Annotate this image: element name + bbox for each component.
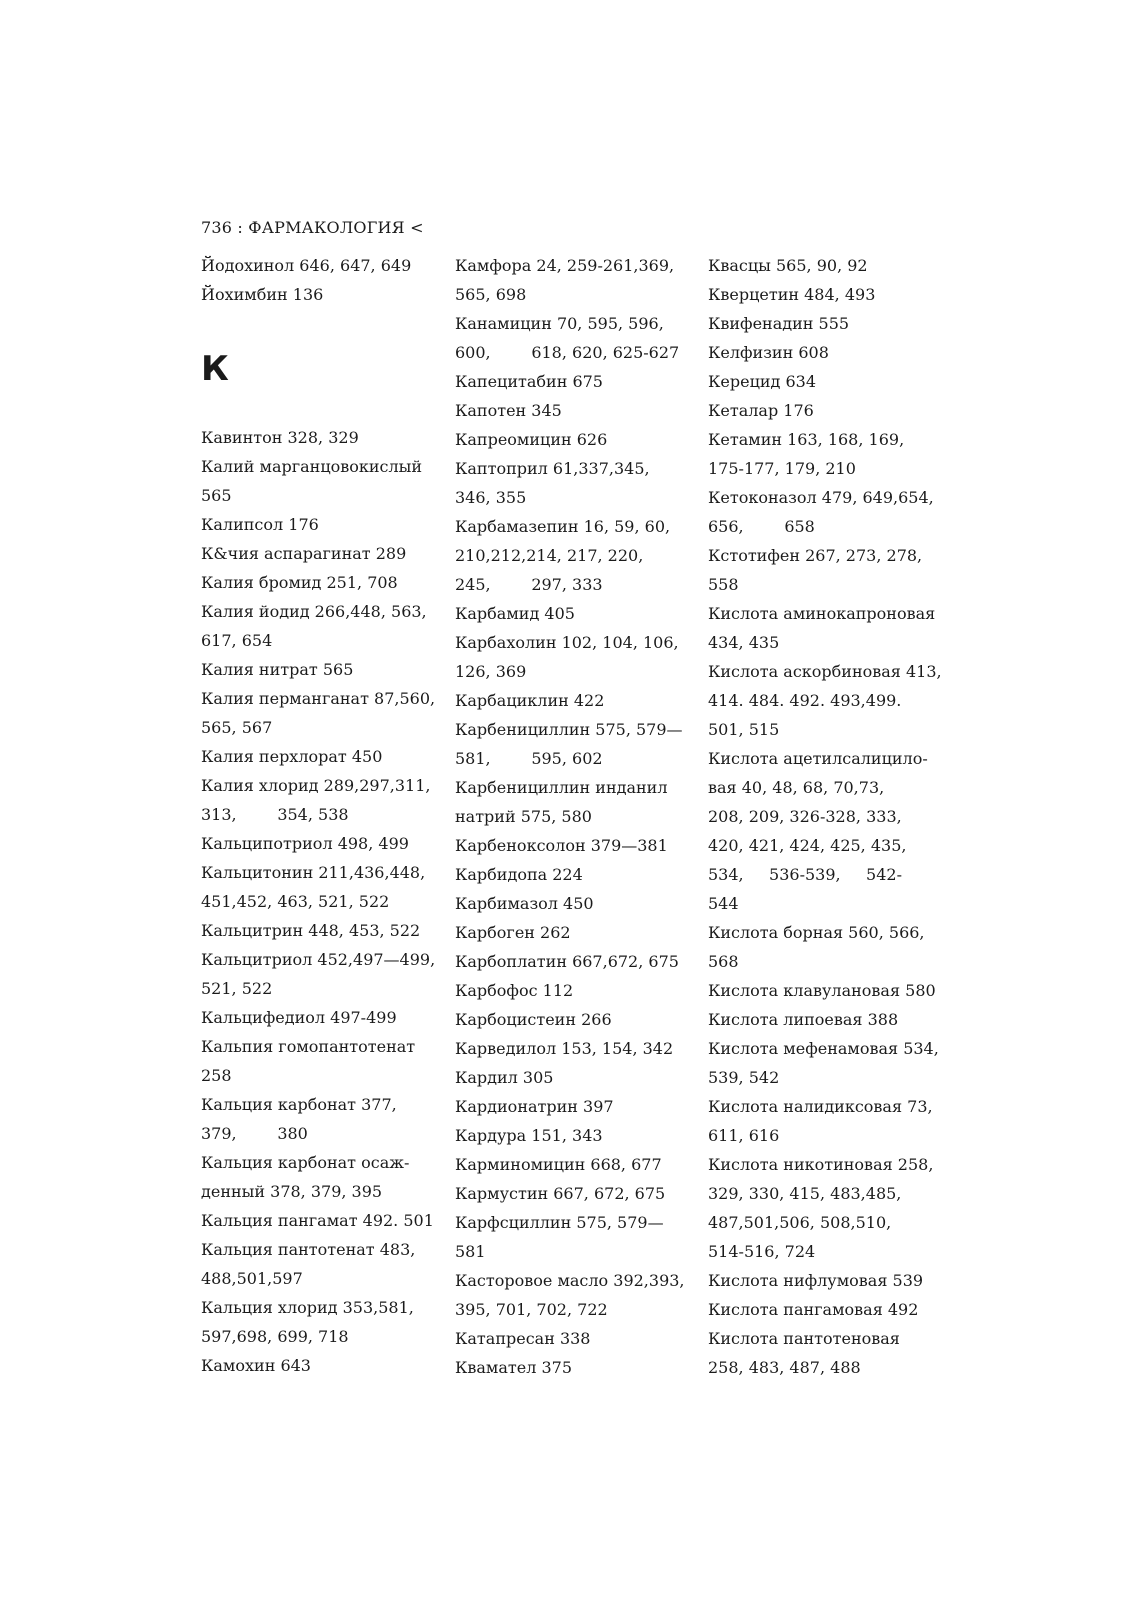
index-entry-line: 451,452, 463, 521, 522 xyxy=(201,892,390,911)
index-entry-line: 617, 654 xyxy=(201,631,273,650)
index-entry-line: Кстотифен 267, 273, 278, xyxy=(708,546,923,565)
index-entry xyxy=(455,947,693,976)
index-entry-line: 514-516, 724 xyxy=(708,1242,816,1261)
index-entry-line: 329, 330, 415, 483,485, xyxy=(708,1184,902,1203)
running-head: 736 : ФАРМАКОЛОГИЯ < xyxy=(201,218,424,237)
index-entry-line: Келфизин 608 xyxy=(708,343,829,362)
index-entry xyxy=(201,829,439,858)
index-entry-line: Калия йодид 266,448, 563, xyxy=(201,602,427,621)
index-entry-line: 414. 484. 492. 493,499. xyxy=(708,691,902,710)
index-entry-line: Калия перманганат 87,560, xyxy=(201,689,436,708)
index-entry xyxy=(455,715,693,773)
index-entry-line: 346, 355 xyxy=(455,488,527,507)
index-entry xyxy=(201,684,439,742)
index-entry xyxy=(201,858,439,916)
index-entry-line: 245, 297, 333 xyxy=(455,575,603,594)
index-entry xyxy=(201,280,439,309)
index-entry-line: Карбофос 112 xyxy=(455,981,574,1000)
index-entry-line: 565, 567 xyxy=(201,718,273,737)
index-entry-line: Кетоконазол 479, 649,654, xyxy=(708,488,934,507)
index-entry-line: Калия хлорид 289,297,311, xyxy=(201,776,431,795)
index-entry-line: Карбеноксолон 379—381 xyxy=(455,836,668,855)
index-entry xyxy=(455,396,693,425)
index-entry-line: Кальцитрин 448, 453, 522 xyxy=(201,921,421,940)
index-entry-line: 126, 369 xyxy=(455,662,527,681)
index-entry-line: Кальципотриол 498, 499 xyxy=(201,834,409,853)
index-entry-line: Калия нитрат 565 xyxy=(201,660,354,679)
index-entry-line: 568 xyxy=(708,952,739,971)
index-entry-line: Кардил 305 xyxy=(455,1068,554,1087)
index-entry-line: Квифенадин 555 xyxy=(708,314,850,333)
index-entry xyxy=(708,541,946,599)
index-entry-line: Карбенициллин 575, 579— xyxy=(455,720,683,739)
index-entry xyxy=(455,976,693,1005)
index-entry-line: Карведилол 153, 154, 342 xyxy=(455,1039,674,1058)
index-entry xyxy=(201,423,439,452)
index-entry-line: Карбамазепин 16, 59, 60, xyxy=(455,517,671,536)
index-entry-line: Капотен 345 xyxy=(455,401,562,420)
index-entry-line: 434, 435 xyxy=(708,633,780,652)
index-entry xyxy=(201,510,439,539)
index-entry xyxy=(201,568,439,597)
index-entry xyxy=(201,742,439,771)
index-entry-line: Карбоплатин 667,672, 675 xyxy=(455,952,679,971)
index-entry-line: 208, 209, 326-328, 333, xyxy=(708,807,902,826)
index-entry xyxy=(708,483,946,541)
index-entry-line: Калия бромид 251, 708 xyxy=(201,573,398,592)
index-entry-line: Камфора 24, 259-261,369, xyxy=(455,256,675,275)
index-entry xyxy=(708,1034,946,1092)
index-entry-line: денный 378, 379, 395 xyxy=(201,1182,383,1201)
index-entry-line: 395, 701, 702, 722 xyxy=(455,1300,608,1319)
index-entry-line: 597,698, 699, 718 xyxy=(201,1327,349,1346)
index-entry-line: Кальцитонин 211,436,448, xyxy=(201,863,426,882)
index-entry xyxy=(708,918,946,976)
index-entry xyxy=(455,599,693,628)
index-entry-line: Карфсциллин 575, 579— xyxy=(455,1213,664,1232)
index-entry xyxy=(708,1150,946,1266)
index-entry xyxy=(708,599,946,657)
index-entry xyxy=(201,1090,439,1148)
index-entry-line: 258, 483, 487, 488 xyxy=(708,1358,861,1377)
index-entry-line: 565, 698 xyxy=(455,285,527,304)
index-entry-line: Кетамин 163, 168, 169, xyxy=(708,430,905,449)
index-entry-line: 611, 616 xyxy=(708,1126,780,1145)
index-entry xyxy=(708,425,946,483)
index-entry xyxy=(201,771,439,829)
index-entry-line: 544 xyxy=(708,894,739,913)
index-entry xyxy=(455,889,693,918)
index-entry xyxy=(455,773,693,831)
index-entry-line: Кислота налидиксовая 73, xyxy=(708,1097,933,1116)
index-entry-line: Квасцы 565, 90, 92 xyxy=(708,256,868,275)
index-entry xyxy=(708,657,946,744)
index-entry-line: Карбенициллин инданил xyxy=(455,778,668,797)
index-entry-line: Капреомицин 626 xyxy=(455,430,608,449)
index-entry xyxy=(201,251,439,280)
index-entry xyxy=(455,831,693,860)
index-entry xyxy=(455,686,693,715)
index-entry-line: 420, 421, 424, 425, 435, xyxy=(708,836,907,855)
index-entry-line: 488,501,597 xyxy=(201,1269,303,1288)
index-entry-line: Кальпия гомопантотенат xyxy=(201,1037,416,1056)
index-entry-line: Кислота ацетилсалицило- xyxy=(708,749,928,768)
index-entry xyxy=(201,539,439,568)
index-entry-line: 581 xyxy=(455,1242,486,1261)
index-entry-line: Кислота липоевая 388 xyxy=(708,1010,899,1029)
index-entry-line: Кальция пангамат 492. 501 xyxy=(201,1211,434,1230)
index-entry xyxy=(708,1295,946,1324)
index-entry-line: 656, 658 xyxy=(708,517,815,536)
index-entry-line: 539, 542 xyxy=(708,1068,780,1087)
index-entry-line: Карбахолин 102, 104, 106, xyxy=(455,633,679,652)
index-entry xyxy=(455,251,693,309)
index-entry xyxy=(708,338,946,367)
index-entry-line: Кислота нифлумовая 539 xyxy=(708,1271,924,1290)
index-entry-line: 210,212,214, 217, 220, xyxy=(455,546,644,565)
index-entry-line: 581, 595, 602 xyxy=(455,749,603,768)
index-entry xyxy=(455,1266,693,1324)
index-entry xyxy=(455,1121,693,1150)
index-entry xyxy=(455,309,693,367)
index-entry-line: Карбидопа 224 xyxy=(455,865,583,884)
index-entry xyxy=(455,1353,693,1382)
index-entry-line: 258 xyxy=(201,1066,232,1085)
index-entry-line: К&чия аспарагинат 289 xyxy=(201,544,407,563)
index-entry-line: Йохимбин 136 xyxy=(201,285,324,304)
index-entry xyxy=(708,367,946,396)
index-entry-line: 565 xyxy=(201,486,232,505)
index-entry-line: Карбоген 262 xyxy=(455,923,571,942)
index-entry-line: натрий 575, 580 xyxy=(455,807,592,826)
index-entry xyxy=(201,655,439,684)
index-entry xyxy=(708,396,946,425)
index-entry-line: Кардионатрин 397 xyxy=(455,1097,614,1116)
index-entry-line: Йодохинол 646, 647, 649 xyxy=(201,256,412,275)
index-column-2 xyxy=(455,251,693,1382)
index-entry xyxy=(201,1293,439,1351)
index-entry xyxy=(201,1148,439,1206)
index-entry-line: 521, 522 xyxy=(201,979,273,998)
index-entry-line: 175-177, 179, 210 xyxy=(708,459,856,478)
index-entry-line: Капецитабин 675 xyxy=(455,372,603,391)
index-entry-line: Кальция хлорид 353,581, xyxy=(201,1298,414,1317)
index-entry xyxy=(455,1179,693,1208)
index-entry-line: Карминомицин 668, 677 xyxy=(455,1155,662,1174)
index-entry xyxy=(708,1005,946,1034)
index-entry-line: Кальцитриол 452,497—499, xyxy=(201,950,436,969)
index-entry-line: Кальция пантотенат 483, xyxy=(201,1240,416,1259)
index-entry-line: Кардура 151, 343 xyxy=(455,1126,603,1145)
index-entry xyxy=(455,454,693,512)
section-letter: К xyxy=(201,349,229,389)
index-entry-line: Касторовое масло 392,393, xyxy=(455,1271,685,1290)
index-entry-line: 487,501,506, 508,510, xyxy=(708,1213,892,1232)
index-entry xyxy=(708,309,946,338)
index-entry-line: Кальцифедиол 497-499 xyxy=(201,1008,397,1027)
index-entry xyxy=(455,425,693,454)
index-entry-line: Кальция карбонат осаж- xyxy=(201,1153,410,1172)
index-entry-line: Кислота никотиновая 258, xyxy=(708,1155,934,1174)
index-entry xyxy=(201,1003,439,1032)
index-entry-line: Кислота борная 560, 566, xyxy=(708,923,925,942)
index-entry-line: Кеталар 176 xyxy=(708,401,814,420)
index-entry-line: Кислота пантотеновая xyxy=(708,1329,900,1348)
index-entry xyxy=(455,1063,693,1092)
index-entry-line: Карбамид 405 xyxy=(455,604,575,623)
index-entry xyxy=(708,280,946,309)
index-entry-line: 600, 618, 620, 625-627 xyxy=(455,343,680,362)
index-entry-line: Кавинтон 328, 329 xyxy=(201,428,359,447)
index-entry-line: Калий марганцовокислый xyxy=(201,457,423,476)
index-entry xyxy=(455,512,693,599)
index-entry-line: 501, 515 xyxy=(708,720,780,739)
index-entry-line: Канамицин 70, 595, 596, xyxy=(455,314,664,333)
index-entry xyxy=(708,1324,946,1382)
index-entry-line: Керецид 634 xyxy=(708,372,816,391)
index-entry xyxy=(455,918,693,947)
index-entry-line: Кислота клавулановая 580 xyxy=(708,981,936,1000)
index-entry xyxy=(455,1324,693,1353)
index-entry xyxy=(201,1206,439,1235)
index-entry-line: Каптоприл 61,337,345, xyxy=(455,459,650,478)
index-entry xyxy=(201,1235,439,1293)
index-entry xyxy=(708,251,946,280)
index-entry-line: Квамател 375 xyxy=(455,1358,573,1377)
index-entry-line: вая 40, 48, 68, 70,73, xyxy=(708,778,885,797)
index-entry xyxy=(455,1005,693,1034)
index-entry xyxy=(708,744,946,918)
index-entry xyxy=(708,1266,946,1295)
index-entry-line: Кверцетин 484, 493 xyxy=(708,285,876,304)
index-entry-line: 379, 380 xyxy=(201,1124,308,1143)
index-entry-line: Калипсол 176 xyxy=(201,515,319,534)
index-entry xyxy=(708,1092,946,1150)
index-entry-line: Карбимазол 450 xyxy=(455,894,594,913)
index-entry xyxy=(455,860,693,889)
index-entry xyxy=(455,628,693,686)
index-entry-line: 313, 354, 538 xyxy=(201,805,349,824)
index-entry xyxy=(455,367,693,396)
index-column-3 xyxy=(708,251,946,1382)
index-entry-line: Кармустин 667, 672, 675 xyxy=(455,1184,666,1203)
index-entry xyxy=(455,1150,693,1179)
index-column-1 xyxy=(201,251,439,1380)
index-entry-line: Катапресан 338 xyxy=(455,1329,591,1348)
index-entry-line: Кислота аминокапроновая xyxy=(708,604,936,623)
index-entry xyxy=(201,916,439,945)
index-entry-line: Кислота аскорбиновая 413, xyxy=(708,662,942,681)
index-entry-line: Карбациклин 422 xyxy=(455,691,605,710)
index-entry-line: Кислота пангамовая 492 xyxy=(708,1300,919,1319)
index-entry xyxy=(455,1034,693,1063)
index-entry-line: 534, 536-539, 542- xyxy=(708,865,902,884)
index-entry-line: Кислота мефенамовая 534, xyxy=(708,1039,939,1058)
index-entry xyxy=(201,1032,439,1090)
index-entry xyxy=(201,945,439,1003)
index-entry xyxy=(201,1351,439,1380)
index-entry-line: Карбоцистеин 266 xyxy=(455,1010,612,1029)
index-entry xyxy=(201,597,439,655)
index-entry-line: Камохин 643 xyxy=(201,1356,311,1375)
index-entry xyxy=(455,1208,693,1266)
index-entry xyxy=(201,452,439,510)
index-entry-line: Калия перхлорат 450 xyxy=(201,747,383,766)
index-entry-line: Кальция карбонат 377, xyxy=(201,1095,397,1114)
index-entry xyxy=(455,1092,693,1121)
index-entry xyxy=(708,976,946,1005)
index-entry-line: 558 xyxy=(708,575,739,594)
